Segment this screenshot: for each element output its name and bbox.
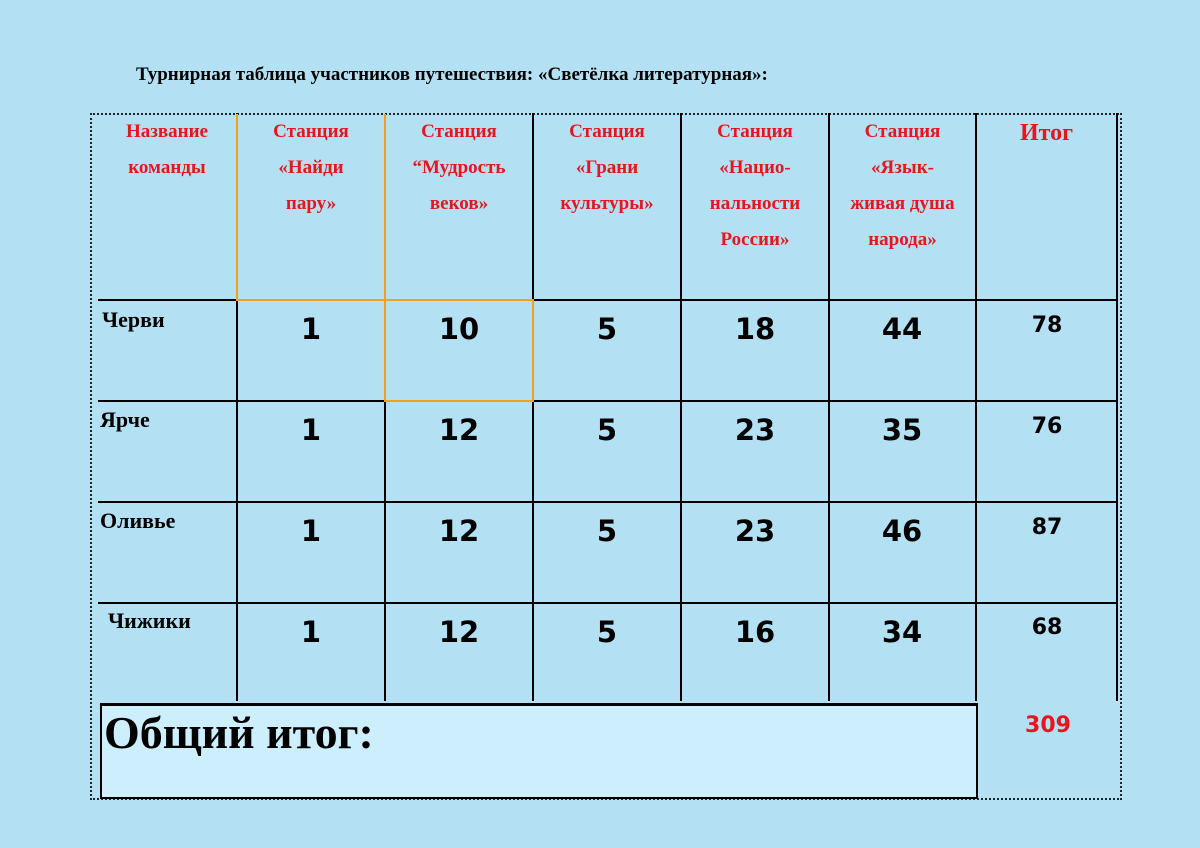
score-cell: 1 — [300, 312, 322, 346]
highlight-border — [384, 400, 534, 402]
grid-line — [98, 501, 1118, 503]
score-cell: 1 — [300, 514, 322, 548]
header-station-4: Станция «Нацио- нальности России» — [709, 121, 801, 250]
team-name: Чижики — [108, 608, 191, 633]
row-total: 87 — [1031, 515, 1063, 540]
team-name: Оливье — [100, 508, 176, 533]
row-total: 76 — [1031, 414, 1063, 439]
score-cell: 12 — [438, 615, 480, 649]
score-cell: 12 — [438, 514, 480, 548]
score-cell: 5 — [596, 413, 618, 447]
score-cell: 46 — [881, 514, 923, 548]
team-name: Ярче — [100, 407, 150, 432]
header-station-3: Станция «Грани культуры» — [560, 121, 654, 214]
score-cell: 34 — [881, 615, 923, 649]
header-station-1: Станция «Найди пару» — [273, 121, 349, 214]
score-cell: 16 — [734, 615, 776, 649]
grid-line — [98, 602, 1118, 604]
score-cell: 23 — [734, 413, 776, 447]
header-station-2: Станция “Мудрость веков» — [412, 121, 506, 214]
grand-total: 309 — [1025, 713, 1071, 738]
summary-label: Общий итог: — [104, 707, 374, 758]
score-cell: 18 — [734, 312, 776, 346]
score-cell: 5 — [596, 312, 618, 346]
header-station-5: Станция «Язык- живая душа народа» — [850, 121, 955, 250]
score-cell: 10 — [438, 312, 480, 346]
score-cell: 44 — [881, 312, 923, 346]
grid-line — [975, 113, 977, 701]
score-cell: 23 — [734, 514, 776, 548]
header-team: Название команды — [125, 121, 208, 178]
page-title: Турнирная таблица участников путешествия: «Светёлка литературная»: — [136, 64, 768, 85]
score-cell: 1 — [300, 615, 322, 649]
score-cell: 5 — [596, 514, 618, 548]
score-cell: 35 — [881, 413, 923, 447]
highlight-border — [236, 299, 534, 301]
score-cell: 12 — [438, 413, 480, 447]
score-cell: 1 — [300, 413, 322, 447]
row-total: 68 — [1031, 615, 1063, 640]
score-cell: 5 — [596, 615, 618, 649]
team-name: Черви — [102, 307, 165, 332]
row-total: 78 — [1031, 313, 1063, 338]
grid-line — [1116, 113, 1118, 701]
grid-line — [98, 400, 1118, 402]
header-total: Итог — [1019, 120, 1074, 146]
